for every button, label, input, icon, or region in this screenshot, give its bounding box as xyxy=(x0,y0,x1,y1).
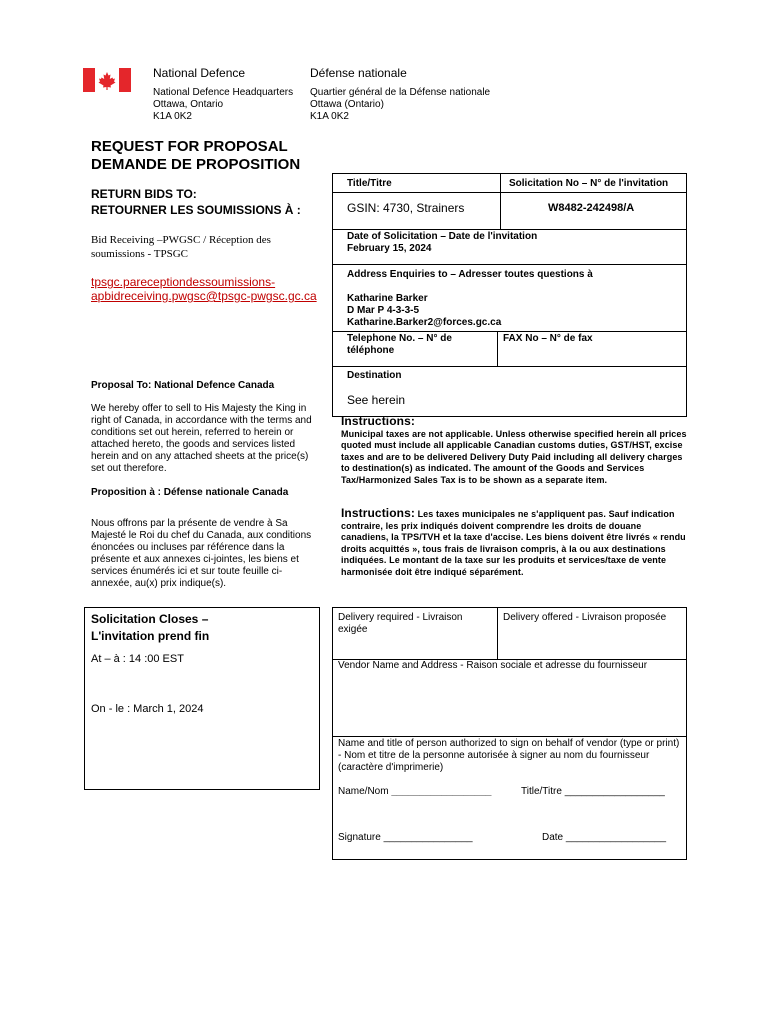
canada-flag-icon xyxy=(83,68,131,92)
offer-text-fr: Nous offrons par la présente de vendre à Sa Majesté le Roi du chef du Canada, aux conditions énoncées ou incluses par référence dans la présente et aux annexes ci-jointes, les biens et services énumérés ici et sur toute feuille ci-annexée, au(x) prix indique(s). xyxy=(91,518,312,589)
title-label: Title/Titre xyxy=(347,178,392,189)
instructions-heading-fr: Instructions: xyxy=(341,506,415,520)
solicitation-number-value: W8482-242498/A xyxy=(548,202,635,214)
return-bids-heading: RETURN BIDS TO: RETOURNER LES SOUMISSIONS À : xyxy=(91,187,301,217)
contact-block: Katharine Barker D Mar P 4-3-3-5 Katharine.Barker2@forces.gc.ca xyxy=(347,293,502,328)
date-field[interactable]: Date __________________ xyxy=(542,832,667,843)
destination-label: Destination xyxy=(347,370,402,381)
address-fr: Quartier général de la Défense nationale Ottawa (Ontario) K1A 0K2 xyxy=(310,87,491,122)
closing-date: On - le : March 1, 2024 xyxy=(91,703,204,715)
instructions-heading: Instructions: xyxy=(341,414,415,428)
enquiries-label: Address Enquiries to – Adresser toutes questions à xyxy=(347,269,593,280)
document-title: REQUEST FOR PROPOSAL DEMANDE DE PROPOSITION xyxy=(91,138,301,173)
authorized-person-label: Name and title of person authorized to sign on behalf of vendor (type or print) - Nom et titre de la personne autorisée à signer au nom du fournisseur (caractère d'imprimerie) xyxy=(338,738,680,773)
org-name-fr: Défense nationale xyxy=(310,66,407,80)
org-name-en: National Defence xyxy=(153,66,246,80)
title-value: GSIN: 4730, Strainers xyxy=(347,201,465,215)
fax-label: FAX No – N° de fax xyxy=(503,333,593,344)
address-en: National Defence Headquarters Ottawa, Ontario K1A 0K2 xyxy=(153,87,294,122)
delivery-required-label: Delivery required - Livraison exigée xyxy=(338,612,463,635)
vendor-info-table xyxy=(332,607,687,860)
name-field[interactable]: Name/Nom __________________ xyxy=(338,786,492,797)
offer-text-en: We hereby offer to sell to His Majesty the King in right of Canada, in accordance with the terms and conditions set out herein, referred to herein or attached hereto, the goods and services listed herein and on any attached sheets at the price(s) set out therefore. xyxy=(91,403,312,474)
instructions-en: Instructions: Municipal taxes are not applicable. Unless otherwise specified herein all prices quoted must include all applicable Canadian customs duties, GST/HST, excise taxes and are to be delivered Delivery Duty Paid including all delivery charges to destination(s) as indicated. The amount of the Goods and Services Tax/Harmonized Sales Tax is to be shown as a separate item. xyxy=(341,414,687,485)
signature-field[interactable]: Signature ________________ xyxy=(338,832,473,843)
bid-receiving: Bid Receiving –PWGSC / Réception des soumissions - TPSGC xyxy=(91,234,271,260)
solicitation-closes-title: Solicitation Closes – L'invitation prend fin xyxy=(91,612,210,643)
destination-value: See herein xyxy=(347,393,406,407)
delivery-offered-label: Delivery offered - Livraison proposée xyxy=(503,612,667,623)
solicitation-date: Date of Solicitation – Date de l'invitation February 15, 2024 xyxy=(347,231,538,254)
bid-receiving-email[interactable]: tpsgc.pareceptiondessoumissions- apbidreceiving.pwgsc@tpsgc-pwgsc.gc.ca xyxy=(91,275,317,303)
closing-time: At – à : 14 :00 EST xyxy=(91,653,184,665)
proposal-to-fr: Proposition à : Défense nationale Canada xyxy=(91,487,289,498)
solicitation-number-label: Solicitation No – N° de l'invitation xyxy=(509,178,669,189)
proposal-to-en: Proposal To: National Defence Canada xyxy=(91,380,275,391)
instructions-fr: Instructions: Les taxes municipales ne s'appliquent pas. Sauf indication contraire, les prix indiqués doivent comprendre les droits de douane canadiens, la TPS/TVH et la taxe d'accise. Les biens doivent être livrés « rendu droits acquittés », tous frais de livraison compris, à la ou aux destinations indiquées. Le montant de la taxe sur les produits et services/taxe de vente harmonisée doit être indiqué séparément. xyxy=(341,506,686,577)
telephone-label: Telephone No. – N° de téléphone xyxy=(347,333,452,356)
vendor-name-address-label: Vendor Name and Address - Raison sociale et adresse du fournisseur xyxy=(338,660,648,671)
title-field[interactable]: Title/Titre __________________ xyxy=(521,786,665,797)
